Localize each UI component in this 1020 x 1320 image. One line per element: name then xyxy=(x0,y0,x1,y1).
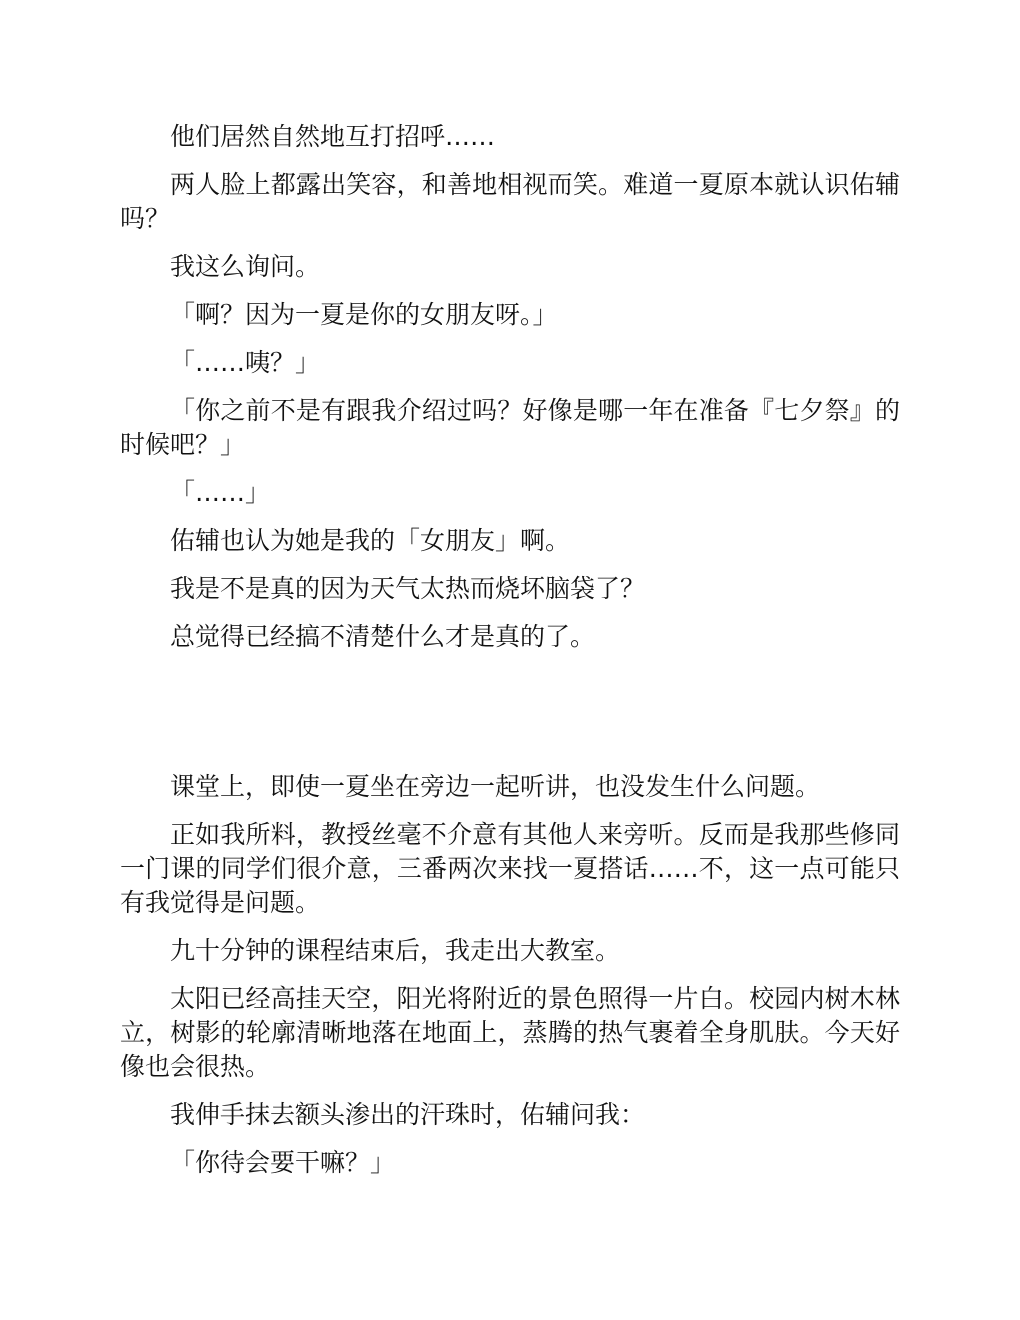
paragraph: 我是不是真的因为天气太热而烧坏脑袋了？ xyxy=(170,574,646,603)
paragraph: 太阳已经高挂天空，阳光将附近的景色照得一片白。校园内树木林立，树影的轮廓清晰地落在地面上，蒸腾的热气裹着全身肌肤。今天好像也会很热。 xyxy=(120,984,900,1081)
paragraph: 课堂上，即使一夏坐在旁边一起听讲，也没发生什么问题。 xyxy=(170,772,821,801)
paragraph: 「你之前不是有跟我介绍过吗？好像是哪一年在准备『七夕祭』的时候吧？」 xyxy=(120,396,900,459)
paragraph: 正如我所料，教授丝毫不介意有其他人来旁听。反而是我那些修同一门课的同学们很介意，三番两次来找一夏搭话……不，这一点可能只有我觉得是问题。 xyxy=(120,820,900,917)
paragraph: 他们居然自然地互打招呼…… xyxy=(170,122,496,151)
paragraph: 佑辅也认为她是我的「女朋友」啊。 xyxy=(170,526,571,555)
paragraph: 两人脸上都露出笑容，和善地相视而笑。难道一夏原本就认识佑辅吗？ xyxy=(120,170,900,233)
paragraph: 我伸手抹去额头渗出的汗珠时，佑辅问我： xyxy=(170,1100,646,1129)
paragraph: 「啊？因为一夏是你的女朋友呀。」 xyxy=(170,300,558,329)
scene-break xyxy=(120,668,900,770)
paragraph: 「……咦？」 xyxy=(170,348,321,377)
document-page xyxy=(120,120,900,1194)
paragraph: 我这么询问。 xyxy=(170,252,321,281)
paragraph: 「你待会要干嘛？」 xyxy=(170,1148,396,1177)
paragraph: 九十分钟的课程结束后，我走出大教室。 xyxy=(170,936,621,965)
paragraph: 「……」 xyxy=(170,478,271,507)
paragraph: 总觉得已经搞不清楚什么才是真的了。 xyxy=(170,622,596,651)
